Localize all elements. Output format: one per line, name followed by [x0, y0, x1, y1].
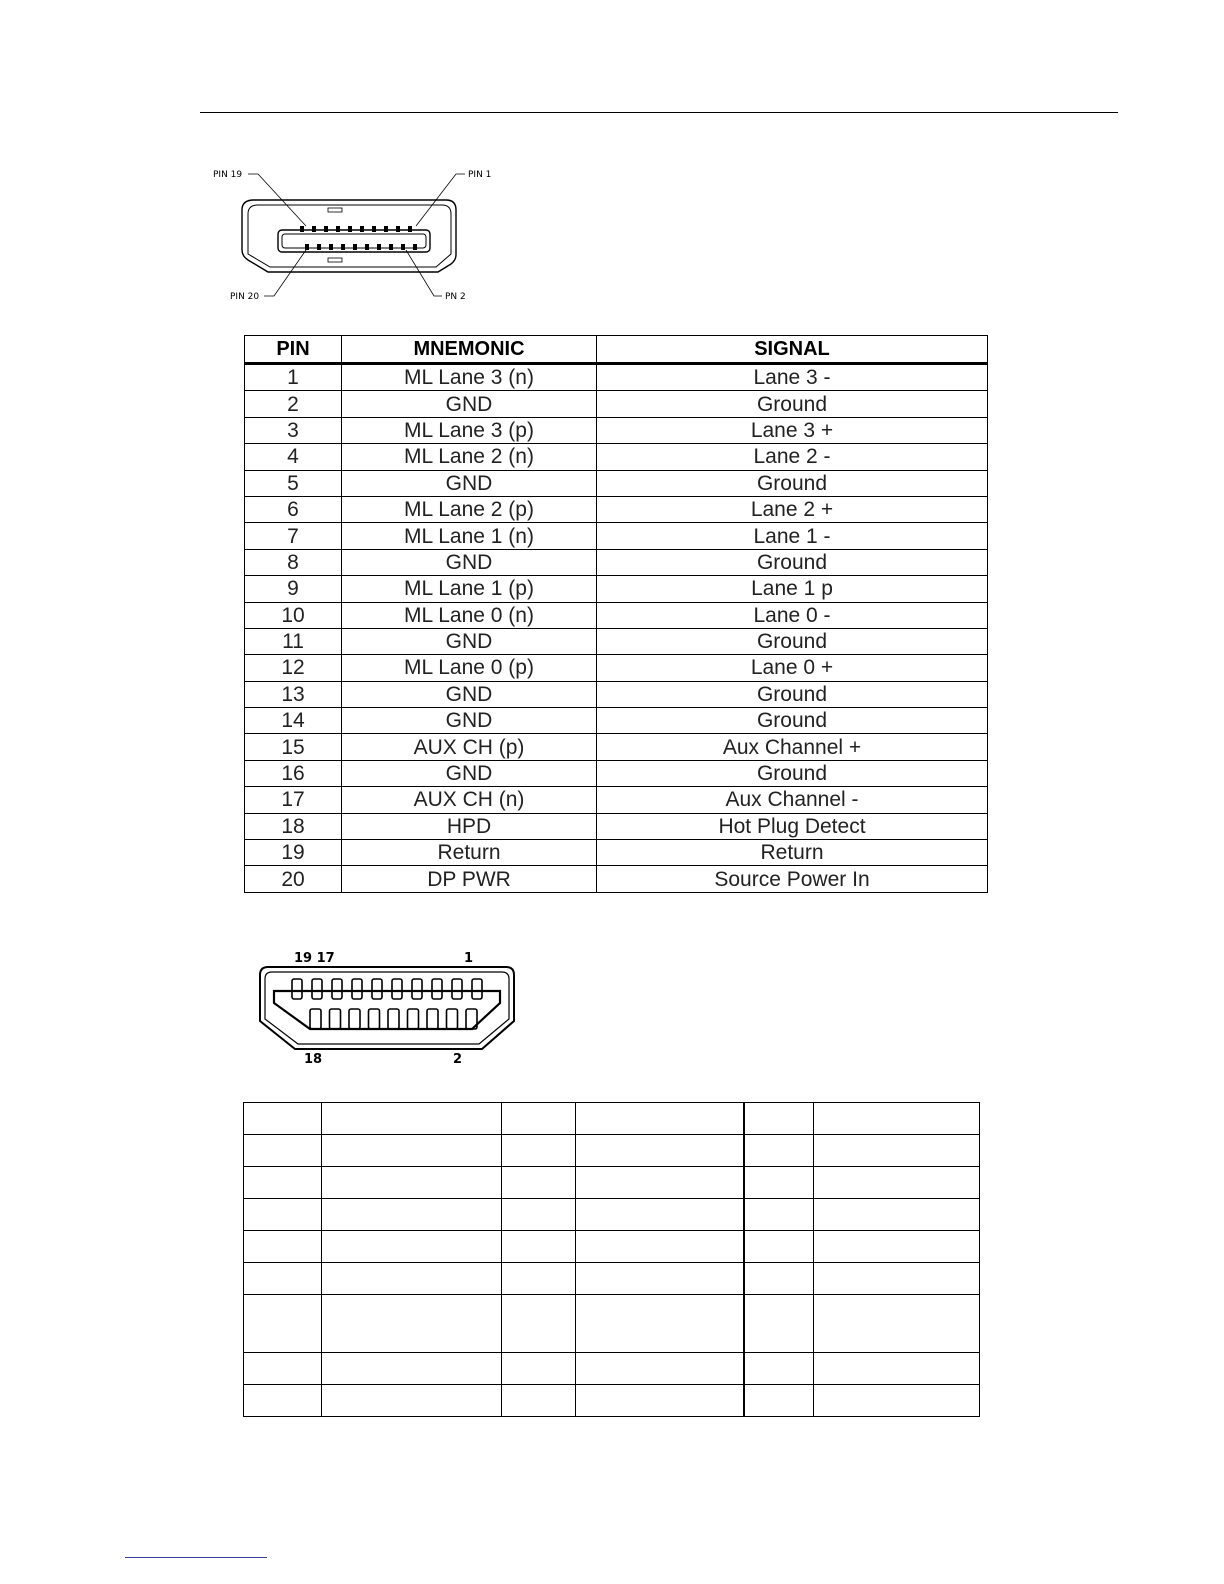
mnemonic-cell: ML Lane 2 (n)	[342, 444, 597, 470]
mnemonic-cell: DP PWR	[342, 866, 597, 892]
empty-cell	[322, 1167, 502, 1199]
header-mnemonic: MNEMONIC	[342, 336, 597, 364]
empty-cell	[502, 1103, 576, 1135]
hdmi-pin	[412, 979, 422, 999]
empty-cell	[322, 1385, 502, 1417]
hdmi-label-pin18: 18	[304, 1052, 323, 1067]
signal-cell: Lane 3 +	[597, 417, 988, 443]
pin-cell: 20	[245, 866, 342, 892]
signal-cell: Aux Channel -	[597, 787, 988, 813]
table-header-row	[245, 336, 988, 364]
empty-cell	[744, 1385, 814, 1417]
mnemonic-cell: ML Lane 3 (n)	[342, 364, 597, 391]
dp-pin	[377, 244, 381, 250]
empty-cell	[502, 1353, 576, 1385]
hdmi-pin	[372, 979, 382, 999]
empty-cell	[744, 1167, 814, 1199]
hdmi-pin	[392, 979, 402, 999]
signal-cell: Aux Channel +	[597, 734, 988, 760]
empty-cell	[576, 1199, 744, 1231]
table-row	[244, 1263, 980, 1295]
empty-cell	[322, 1353, 502, 1385]
mnemonic-cell: ML Lane 1 (n)	[342, 523, 597, 549]
signal-cell: Return	[597, 840, 988, 866]
signal-cell: Ground	[597, 549, 988, 575]
table-row	[244, 1231, 980, 1263]
table-row	[245, 681, 988, 707]
dp-pin	[389, 244, 393, 250]
hdmi-pin	[432, 979, 442, 999]
empty-cell	[576, 1385, 744, 1417]
signal-cell: Ground	[597, 391, 988, 417]
hdmi-pin	[349, 1009, 360, 1029]
mnemonic-cell: ML Lane 0 (p)	[342, 655, 597, 681]
mnemonic-cell: ML Lane 0 (n)	[342, 602, 597, 628]
table-row	[245, 760, 988, 786]
mnemonic-cell: GND	[342, 628, 597, 654]
header-signal: SIGNAL	[597, 336, 988, 364]
dp-pin	[341, 244, 345, 250]
hdmi-label-pin1: 1	[464, 951, 474, 966]
signal-cell: Lane 3 -	[597, 364, 988, 391]
dp-pin	[317, 244, 321, 250]
mnemonic-cell: GND	[342, 681, 597, 707]
hdmi-pin	[312, 979, 322, 999]
pin-cell: 15	[245, 734, 342, 760]
header-rule	[200, 112, 1118, 113]
empty-cell	[576, 1231, 744, 1263]
empty-cell	[744, 1353, 814, 1385]
dp-pin	[384, 226, 388, 232]
hdmi-pin	[369, 1009, 380, 1029]
dp-pin	[305, 244, 309, 250]
mnemonic-cell: AUX CH (n)	[342, 787, 597, 813]
empty-cell	[576, 1135, 744, 1167]
dp-pin	[353, 244, 357, 250]
empty-cell	[322, 1263, 502, 1295]
pin-cell: 7	[245, 523, 342, 549]
mnemonic-cell: HPD	[342, 813, 597, 839]
mnemonic-cell: GND	[342, 708, 597, 734]
empty-cell	[814, 1231, 980, 1263]
empty-cell	[814, 1199, 980, 1231]
table-row	[244, 1353, 980, 1385]
empty-cell	[744, 1199, 814, 1231]
hdmi-connector-diagram	[250, 945, 525, 1070]
empty-cell	[322, 1135, 502, 1167]
dp-pin	[329, 244, 333, 250]
empty-cell	[502, 1135, 576, 1167]
dp-pin	[348, 226, 352, 232]
table-row	[245, 444, 988, 470]
table-row	[245, 496, 988, 522]
empty-cell	[576, 1167, 744, 1199]
empty-cell	[814, 1135, 980, 1167]
empty-cell	[244, 1167, 322, 1199]
mnemonic-cell: Return	[342, 840, 597, 866]
signal-cell: Lane 1 -	[597, 523, 988, 549]
dp-pin	[360, 226, 364, 232]
empty-cell	[576, 1263, 744, 1295]
empty-cell	[576, 1295, 744, 1353]
empty-cell	[244, 1385, 322, 1417]
footnote-rule	[125, 1557, 267, 1558]
empty-cell	[576, 1353, 744, 1385]
empty-cell	[814, 1103, 980, 1135]
displayport-pinout-table	[244, 335, 988, 893]
dp-pin	[396, 226, 400, 232]
dp-label-pin2: PN 2	[445, 292, 466, 302]
empty-cell	[502, 1263, 576, 1295]
hdmi-pin	[332, 979, 342, 999]
pin-cell: 4	[245, 444, 342, 470]
table-row	[245, 787, 988, 813]
empty-cell	[502, 1199, 576, 1231]
hdmi-pin	[447, 1009, 458, 1029]
table-row	[245, 576, 988, 602]
empty-cell	[814, 1167, 980, 1199]
signal-cell: Ground	[597, 760, 988, 786]
empty-cell	[814, 1353, 980, 1385]
pin-cell: 16	[245, 760, 342, 786]
empty-cell	[244, 1231, 322, 1263]
table-row	[245, 708, 988, 734]
mnemonic-cell: ML Lane 2 (p)	[342, 496, 597, 522]
table-row	[244, 1385, 980, 1417]
empty-cell	[244, 1263, 322, 1295]
empty-cell	[244, 1353, 322, 1385]
pin-cell: 2	[245, 391, 342, 417]
mnemonic-cell: GND	[342, 549, 597, 575]
dp-pin	[413, 244, 417, 250]
hdmi-pin	[452, 979, 462, 999]
mnemonic-cell: GND	[342, 760, 597, 786]
table-row	[245, 470, 988, 496]
signal-cell: Source Power In	[597, 866, 988, 892]
hdmi-pin	[408, 1009, 419, 1029]
table-row	[245, 840, 988, 866]
hdmi-pin	[427, 1009, 438, 1029]
empty-cell	[744, 1263, 814, 1295]
empty-cell	[814, 1263, 980, 1295]
signal-cell: Lane 2 -	[597, 444, 988, 470]
signal-cell: Ground	[597, 628, 988, 654]
table-row	[244, 1135, 980, 1167]
signal-cell: Hot Plug Detect	[597, 813, 988, 839]
table-row	[245, 364, 988, 391]
dp-pin	[300, 226, 304, 232]
pin-cell: 3	[245, 417, 342, 443]
mnemonic-cell: GND	[342, 470, 597, 496]
header-pin: PIN	[245, 336, 342, 364]
hdmi-label-pin2: 2	[453, 1052, 463, 1067]
dp-pin	[324, 226, 328, 232]
pin-cell: 5	[245, 470, 342, 496]
table-row	[244, 1199, 980, 1231]
empty-cell	[502, 1231, 576, 1263]
pin-cell: 9	[245, 576, 342, 602]
dp-pin	[312, 226, 316, 232]
empty-cell	[502, 1385, 576, 1417]
empty-cell	[322, 1199, 502, 1231]
mnemonic-cell: AUX CH (p)	[342, 734, 597, 760]
table-row	[245, 813, 988, 839]
empty-cell	[576, 1103, 744, 1135]
dp-pin	[336, 226, 340, 232]
empty-cell	[744, 1135, 814, 1167]
hdmi-pin	[310, 1009, 321, 1029]
signal-cell: Ground	[597, 470, 988, 496]
table-row	[245, 549, 988, 575]
table-row	[244, 1167, 980, 1199]
empty-cell	[244, 1295, 322, 1353]
pin-cell: 14	[245, 708, 342, 734]
empty-cell	[744, 1103, 814, 1135]
displayport-connector-diagram	[206, 160, 492, 310]
empty-cell	[322, 1295, 502, 1353]
empty-cell	[814, 1295, 980, 1353]
hdmi-pin	[388, 1009, 399, 1029]
empty-cell	[502, 1167, 576, 1199]
pin-cell: 18	[245, 813, 342, 839]
table-row	[245, 734, 988, 760]
hdmi-label-pin19-17: 19 17	[294, 951, 335, 966]
pin-cell: 1	[245, 364, 342, 391]
pin-cell: 11	[245, 628, 342, 654]
hdmi-pin	[330, 1009, 341, 1029]
hdmi-pin	[292, 979, 302, 999]
hdmi-pin	[352, 979, 362, 999]
dp-label-pin20: PIN 20	[230, 292, 260, 302]
empty-cell	[502, 1295, 576, 1353]
dp-pin	[408, 226, 412, 232]
empty-cell	[322, 1103, 502, 1135]
empty-cell	[744, 1231, 814, 1263]
dp-pin	[401, 244, 405, 250]
dp-label-pin1: PIN 1	[468, 170, 492, 180]
table-row	[245, 866, 988, 892]
dp-shell-outer	[242, 200, 456, 272]
dp-pin	[365, 244, 369, 250]
signal-cell: Lane 0 +	[597, 655, 988, 681]
signal-cell: Ground	[597, 708, 988, 734]
table-row	[245, 523, 988, 549]
signal-cell: Lane 2 +	[597, 496, 988, 522]
table-row	[244, 1295, 980, 1353]
table-row	[245, 628, 988, 654]
pin-cell: 13	[245, 681, 342, 707]
mnemonic-cell: GND	[342, 391, 597, 417]
pin-cell: 10	[245, 602, 342, 628]
signal-cell: Lane 1 p	[597, 576, 988, 602]
dp-label-pin19: PIN 19	[213, 170, 243, 180]
dp-pin	[372, 226, 376, 232]
signal-cell: Lane 0 -	[597, 602, 988, 628]
empty-cell	[744, 1295, 814, 1353]
mnemonic-cell: ML Lane 1 (p)	[342, 576, 597, 602]
table-row	[244, 1103, 980, 1135]
pin-cell: 8	[245, 549, 342, 575]
table-row	[245, 417, 988, 443]
empty-cell	[244, 1199, 322, 1231]
pin-cell: 19	[245, 840, 342, 866]
mnemonic-cell: ML Lane 3 (p)	[342, 417, 597, 443]
empty-cell	[244, 1103, 322, 1135]
table-row	[245, 391, 988, 417]
signal-cell: Ground	[597, 681, 988, 707]
pin-cell: 12	[245, 655, 342, 681]
table-row	[245, 602, 988, 628]
pin-cell: 17	[245, 787, 342, 813]
empty-cell	[814, 1385, 980, 1417]
pin-cell: 6	[245, 496, 342, 522]
hdmi-pins	[292, 979, 482, 1029]
empty-grid-table	[243, 1102, 980, 1417]
table-row	[245, 655, 988, 681]
empty-cell	[322, 1231, 502, 1263]
empty-cell	[244, 1135, 322, 1167]
hdmi-pin	[472, 979, 482, 999]
